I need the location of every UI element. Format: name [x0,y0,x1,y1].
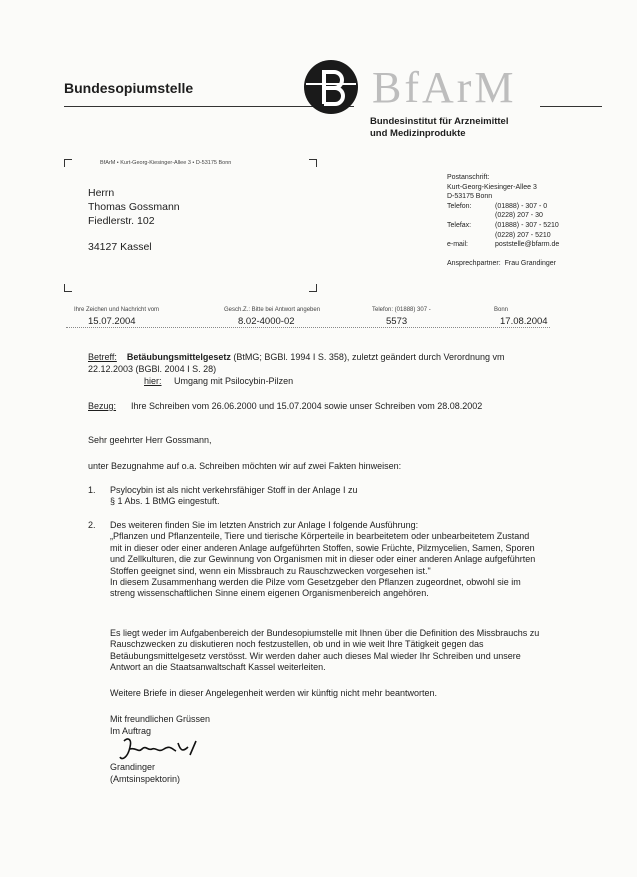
postal-title: Postanschrift: [447,174,490,181]
file-number: 8.02-4000-02 [238,316,295,327]
recipient-city: 34127 Kassel [88,241,152,253]
phone-ext-label: Telefon: (01888) 307 - [372,307,431,313]
item-2-line: Des weiteren finden Sie im letzten Anstrich zur Anlage I folgende Ausführung: [110,520,419,530]
signature-icon [118,735,208,765]
bezug-text: Ihre Schreiben vom 26.06.2000 und 15.07.2004 sowie unser Schreiben vom 28.08.2002 [131,401,483,411]
address-corner-mark [309,159,317,167]
email-address: poststelle@bfarm.de [495,241,560,249]
closing-line: Mit freundlichen Grüssen [110,714,211,724]
item-2-line: Stoffen geeignet sind, wenn ein Missbrauch zu Rauschzwecken vorgesehen ist." [110,565,431,576]
recipient-address [88,186,180,254]
item-1-line: Psylocybin ist als nicht verkehrsfähiger Stoff in der Anlage I zu [110,485,358,495]
bfarm-logo-icon [302,58,360,116]
item-1-text [110,485,630,508]
sender-line: BfArM • Kurt-Georg-Kiesinger-Allee 3 • D-53175 Bonn [100,160,232,166]
greeting: Sehr geehrter Herr Gossmann, [88,435,212,445]
betreff-line [88,352,505,363]
address-corner-mark [309,284,317,292]
betreff-text: (BtMG; BGBl. 1994 I S. 358), zuletzt geändert durch Verordnung vm [230,352,505,362]
item-2-line: mit in dieser oder einer anderen Anlage aufgeführten Stoffen, sowie Früchte, Pilzmycelien, Samen, Sporen [110,542,535,553]
phone-2: (0228) 207 - 30 [495,212,543,220]
logo-text: BfArM [372,63,517,112]
reference-dotted-line [66,327,550,328]
email-label: e-mail: [447,241,469,249]
paragraph-3-line: Betäubungsmittelgesetz verstösst. Wir werden daher auch dieses Mal wieder Ihr Schreiben und unsere [110,650,521,661]
intro-text: unter Bezugnahme auf o.a. Schreiben möchten wir auf zwei Fakten hinweisen: [88,461,402,471]
recipient-salutation: Herrn [88,187,115,199]
fax-1: (01888) - 307 - 5210 [495,221,559,229]
paragraph-3-line: Rauschzwecken zu diskutieren noch festzustellen, ob und in wie weit Ihre Tätigkeit gegen das [110,639,484,650]
paragraph-3 [110,628,630,674]
phone-label: Telefon: [447,202,472,210]
signer-title: (Amtsinspektorin) [110,774,181,784]
hier-text: Umgang mit Psilocybin-Pilzen [174,376,294,386]
postal-info [447,173,559,268]
item-1-line: § 1 Abs. 1 BtMG eingestuft. [110,496,220,507]
closing-line-2: Im Auftrag [110,726,152,736]
institute-name [370,116,570,140]
address-corner-mark [64,159,72,167]
postal-street: Kurt-Georg-Kiesinger-Allee 3 [447,183,537,191]
fax-label: Telefax: [447,221,472,229]
hier-label: hier: [144,376,162,386]
phone-ext: 5573 [386,316,408,327]
bezug-label: Bezug: [88,401,117,411]
recipient-street: Fiedlerstr. 102 [88,215,155,227]
header-rule-right [540,106,602,107]
paragraph-3-line: Es liegt weder im Aufgabenbereich der Bundesopiumstelle mit Ihnen über die Definition des Missbrauchs zu [110,628,540,638]
file-number-label: Gesch.Z.: Bitte bei Antwort angeben [224,307,321,313]
letter-date: 17.08.2004 [500,316,548,327]
item-1-number: 1. [88,485,96,495]
postal-city: D-53175 Bonn [447,193,493,201]
reference-row [0,307,637,327]
signer-name: Grandinger [110,762,156,772]
paragraph-4: Weitere Briefe in dieser Angelegenheit werden wir künftig nicht mehr beantworten. [110,688,438,698]
contact-label: Ansprechpartner: [447,259,501,267]
organization-name: Bundesopiumstelle [64,80,194,96]
bezug-line [88,401,482,412]
institute-line-2: und Medizinprodukte [370,128,466,139]
item-2-text [110,520,630,600]
item-2-line: „Pflanzen und Pflanzenteile, Tiere und tierische Körperteile in bearbeitetem oder unbearbeitetem Zustand [110,531,530,542]
institute-line-1: Bundesinstitut für Arzneimittel [370,116,509,127]
item-2-line: In diesem Zusammenhang werden die Pilze vom Gesetzgeber den Pflanzen zugeordnet, obwohl sie im [110,577,521,588]
betreff-label: Betreff: [88,352,117,362]
recipient-name: Thomas Gossmann [88,201,180,213]
item-2-number: 2. [88,520,96,530]
phone-1: (01888) - 307 - 0 [495,202,548,210]
your-ref-date: 15.07.2004 [88,316,136,327]
address-corner-mark [64,284,72,292]
contact-name: Frau Grandinger [504,259,556,267]
item-2-line: streng wissenschaftlichen Sinne einem eigenen Organismenbereich angehören. [110,588,429,599]
your-ref-label: Ihre Zeichen und Nachricht vom [74,307,160,313]
place-label: Bonn [494,307,509,313]
hier-line [144,376,293,387]
fax-2: (0228) 207 - 5210 [495,231,551,239]
item-2-line: und Zellkulturen, die zur Gewinnung von Organismen mit in dieser oder einer anderen Anlage aufgeführten [110,554,536,565]
betreff-title: Betäubungsmittelgesetz [126,352,231,362]
betreff-line-2: 22.12.2003 (BGBl. 2004 I S. 28) [88,364,217,374]
paragraph-3-line: Antwort an die Staatsanwaltschaft Kassel weiterleiten. [110,662,326,673]
